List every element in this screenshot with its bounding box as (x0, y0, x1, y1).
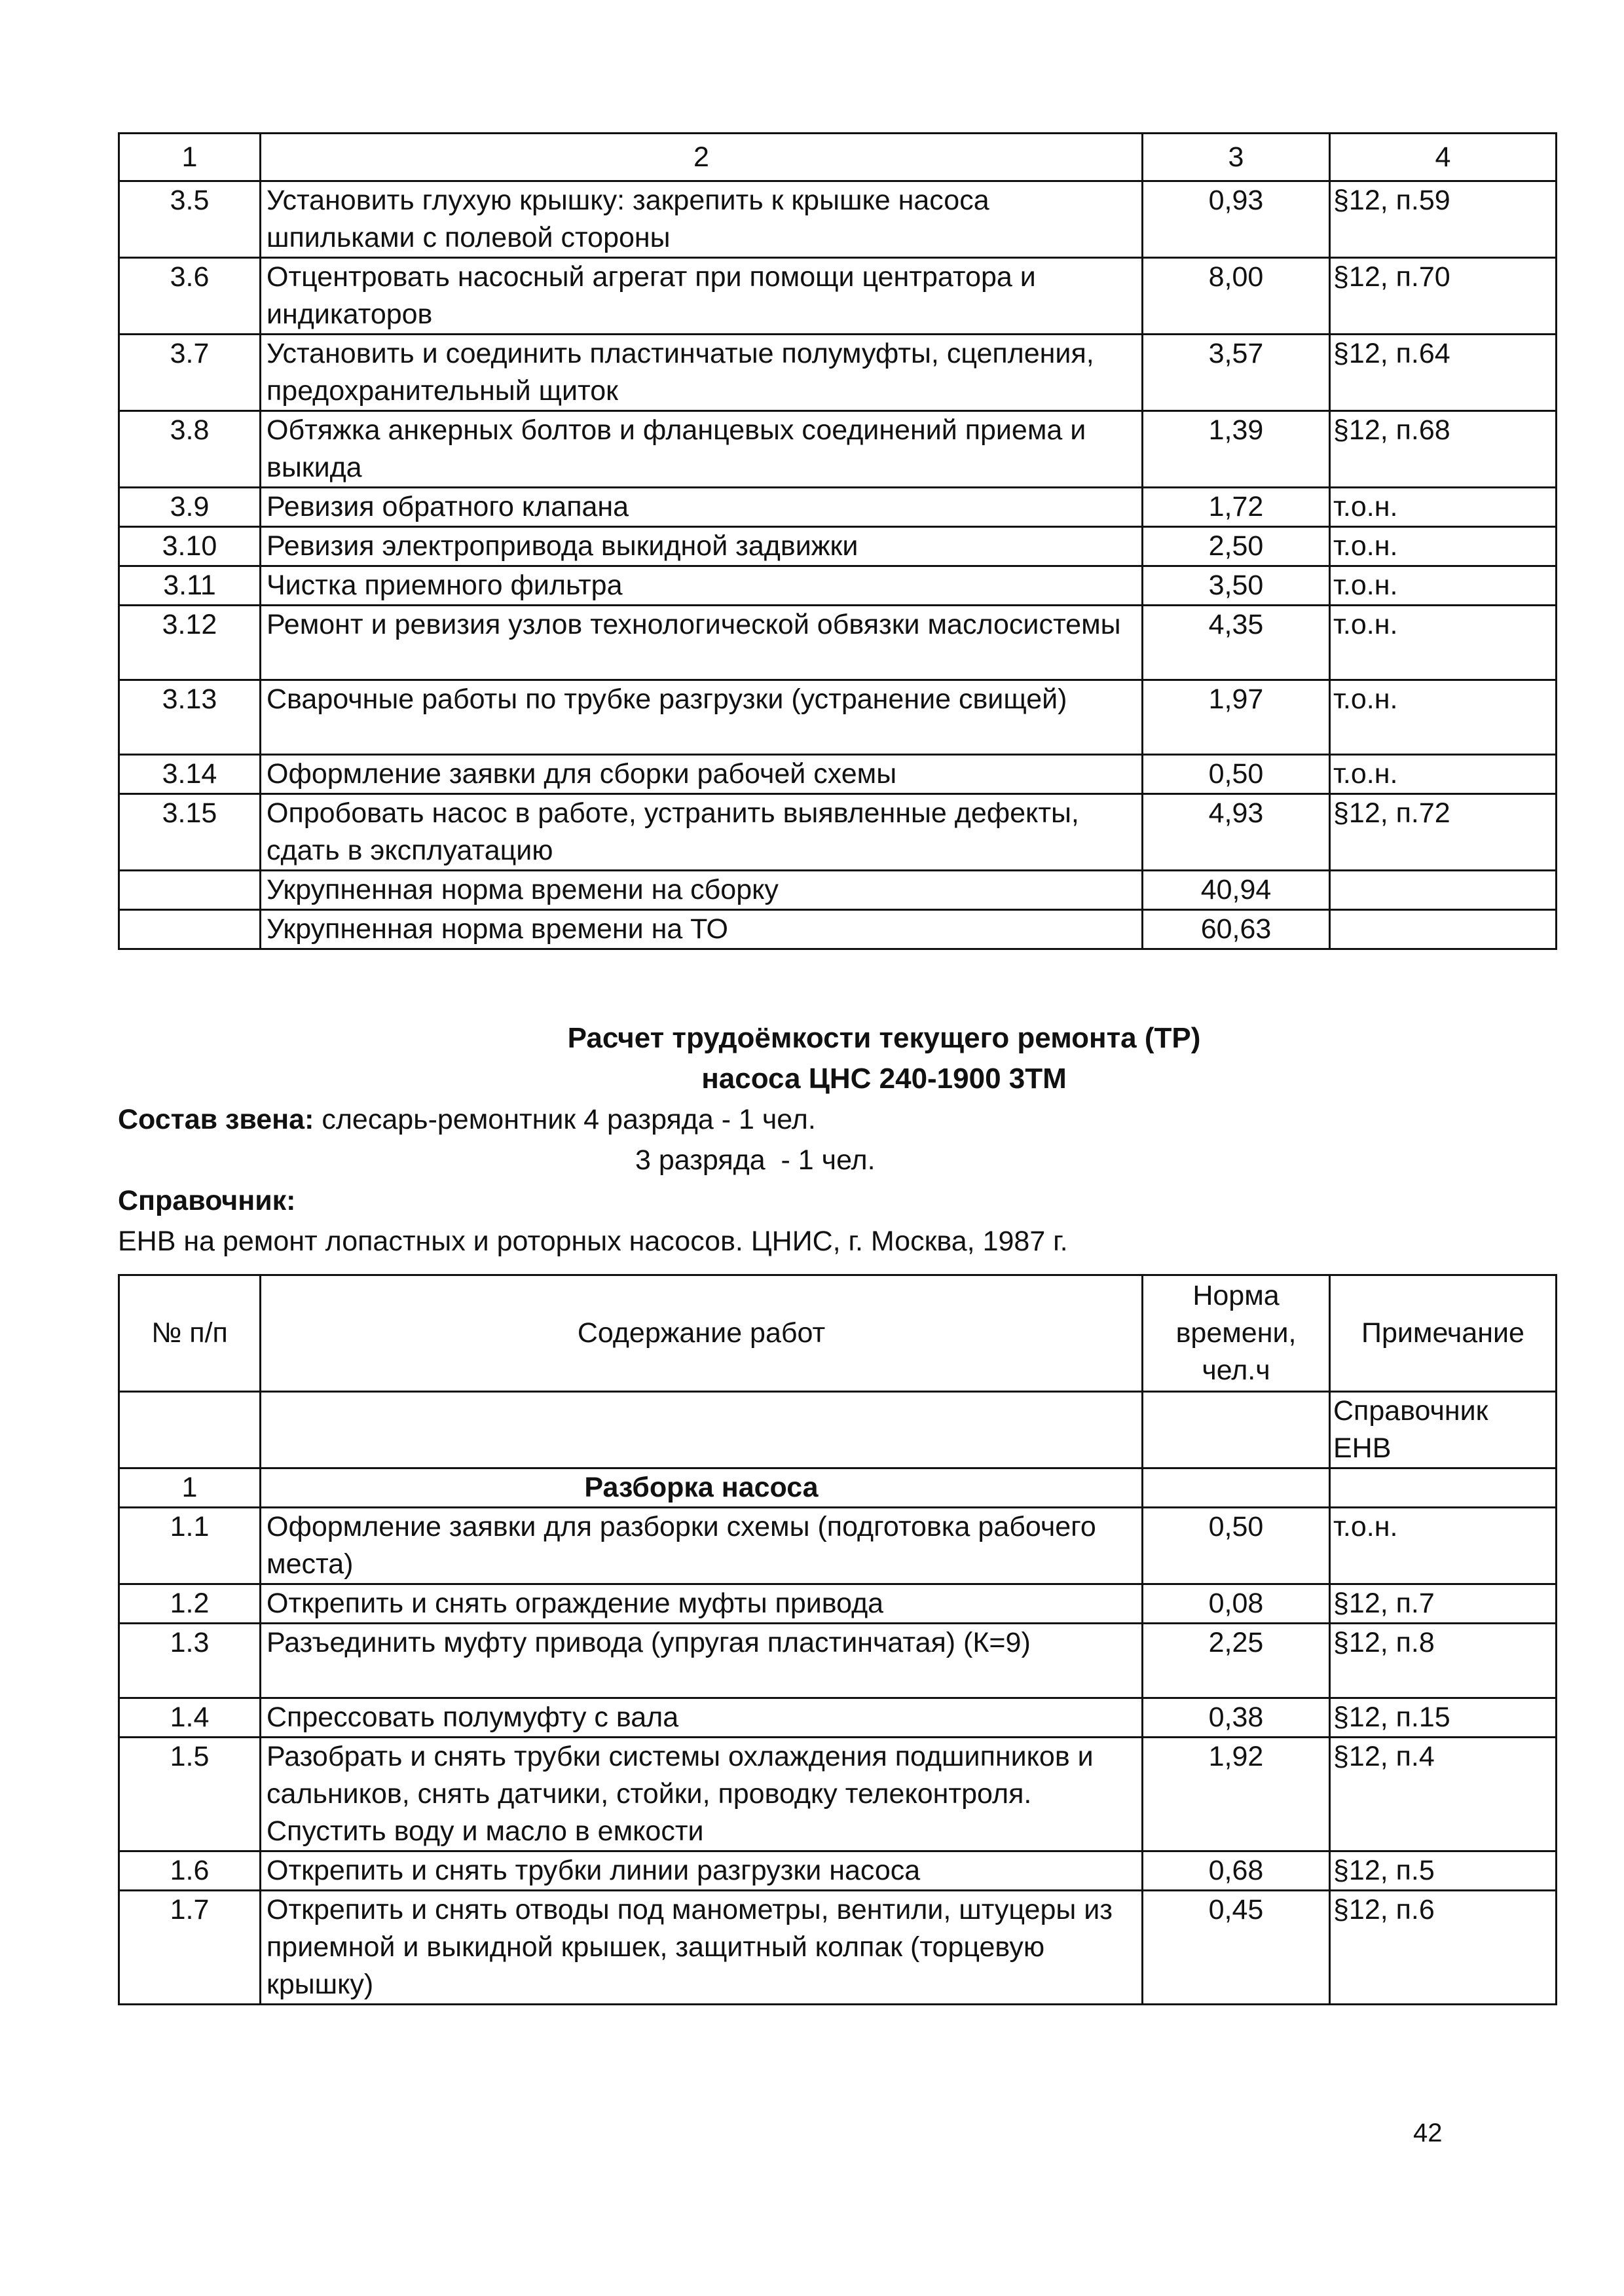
time-norm: 0,08 (1143, 1584, 1330, 1624)
reference-note: т.о.н. (1330, 566, 1557, 606)
row-number: 1.4 (119, 1698, 261, 1738)
reference-note: §12, п.4 (1330, 1738, 1557, 1851)
row-number: 1.6 (119, 1851, 261, 1891)
work-description: Открепить и снять ограждение муфты привода (261, 1584, 1143, 1624)
header-norm-line: Норма (1192, 1280, 1280, 1311)
section-title: Разборка насоса (261, 1468, 1143, 1508)
empty-cell (119, 910, 261, 949)
reference-note: §12, п.72 (1330, 794, 1557, 871)
work-description: Отцентровать насосный агрегат при помощи центратора и индикаторов (261, 258, 1143, 335)
empty-cell (1143, 1392, 1330, 1468)
header-note: Примечание (1330, 1275, 1557, 1392)
top-work-table (118, 132, 1557, 950)
time-norm: 0,38 (1143, 1698, 1330, 1738)
table-row (119, 794, 1557, 871)
time-norm: 4,93 (1143, 794, 1330, 871)
empty-cell (1330, 910, 1557, 949)
reference-note: §12, п.64 (1330, 335, 1557, 411)
reference-note: т.о.н. (1330, 680, 1557, 755)
table-row (119, 1584, 1557, 1624)
table-row (119, 1624, 1557, 1698)
table-row (119, 335, 1557, 411)
row-number: 1.1 (119, 1508, 261, 1584)
work-description: Оформление заявки для разборки схемы (подготовка рабочего места) (261, 1508, 1143, 1584)
empty-cell (261, 1392, 1143, 1468)
crew-text: слесарь-ремонтник 4 разряда - 1 чел. (314, 1104, 816, 1135)
total-label: Укрупненная норма времени на ТО (261, 910, 1143, 949)
reference-note: §12, п.7 (1330, 1584, 1557, 1624)
table-row (119, 411, 1557, 488)
time-norm: 8,00 (1143, 258, 1330, 335)
empty-cell (119, 1392, 261, 1468)
empty-cell (1330, 1468, 1557, 1508)
row-number: 3.12 (119, 606, 261, 680)
time-norm: 1,92 (1143, 1738, 1330, 1851)
reference-note: т.о.н. (1330, 755, 1557, 794)
page-number: 42 (1413, 2119, 1443, 2147)
reference-label: Справочник: (118, 1185, 296, 1216)
work-description: Открепить и снять трубки линии разгрузки насоса (261, 1851, 1143, 1891)
work-description: Установить глухую крышку: закрепить к крышке насоса шпильками с полевой стороны (261, 181, 1143, 258)
row-number: 1.3 (119, 1624, 261, 1698)
work-description: Чистка приемного фильтра (261, 566, 1143, 606)
total-row (119, 910, 1557, 949)
row-number: 3.9 (119, 488, 261, 527)
reference-text: ЕНВ на ремонт лопастных и роторных насосов. ЦНИС, г. Москва, 1987 г. (118, 1226, 1068, 1257)
time-norm: 0,45 (1143, 1891, 1330, 2005)
header-norm-line: чел.ч (1202, 1355, 1270, 1386)
work-description: Обтяжка анкерных болтов и фланцевых соединений приема и выкида (261, 411, 1143, 488)
table-row (119, 566, 1557, 606)
table-row (119, 1891, 1557, 2005)
header-norm-line: времени, (1175, 1317, 1297, 1349)
row-number: 3.10 (119, 527, 261, 566)
header-work: Содержание работ (261, 1275, 1143, 1392)
time-norm: 2,50 (1143, 527, 1330, 566)
table-row (119, 1508, 1557, 1584)
table-row (119, 1698, 1557, 1738)
table-row (119, 1738, 1557, 1851)
table-row (119, 606, 1557, 680)
time-norm: 0,50 (1143, 1508, 1330, 1584)
time-norm: 1,97 (1143, 680, 1330, 755)
row-number: 3.6 (119, 258, 261, 335)
reference-note: т.о.н. (1330, 527, 1557, 566)
row-number: 3.8 (119, 411, 261, 488)
empty-cell (1330, 871, 1557, 910)
time-norm: 1,72 (1143, 488, 1330, 527)
table-row (119, 680, 1557, 755)
empty-cell (1143, 1468, 1330, 1508)
row-number: 3.11 (119, 566, 261, 606)
reference-note: §12, п.8 (1330, 1624, 1557, 1698)
work-description: Ревизия обратного клапана (261, 488, 1143, 527)
row-number: 3.13 (119, 680, 261, 755)
time-norm: 3,57 (1143, 335, 1330, 411)
reference-note: §12, п.5 (1330, 1851, 1557, 1891)
section-row (119, 1468, 1557, 1508)
reference-note: т.о.н. (1330, 488, 1557, 527)
row-number: 1.5 (119, 1738, 261, 1851)
reference-note: §12, п.15 (1330, 1698, 1557, 1738)
header-number: № п/п (119, 1275, 261, 1392)
time-norm: 1,39 (1143, 411, 1330, 488)
time-norm: 2,25 (1143, 1624, 1330, 1698)
row-number: 3.7 (119, 335, 261, 411)
row-number: 1.7 (119, 1891, 261, 2005)
crew-text-second: 3 разряда - 1 чел. (635, 1144, 876, 1176)
work-description: Ремонт и ревизия узлов технологической обвязки маслосистемы (261, 606, 1143, 680)
total-value: 40,94 (1143, 871, 1330, 910)
reference-note: §12, п.6 (1330, 1891, 1557, 2005)
bottom-work-table (118, 1274, 1557, 2005)
work-description: Установить и соединить пластинчатые полумуфты, сцепления, предохранительный щиток (261, 335, 1143, 411)
page-subtitle: насоса ЦНС 240-1900 3ТМ (701, 1063, 1067, 1095)
work-description: Спрессовать полумуфту с вала (261, 1698, 1143, 1738)
column-number-row (119, 134, 1557, 181)
time-norm: 4,35 (1143, 606, 1330, 680)
subheader-row (119, 1392, 1557, 1468)
time-norm: 3,50 (1143, 566, 1330, 606)
total-value: 60,63 (1143, 910, 1330, 949)
reference-note: §12, п.68 (1330, 411, 1557, 488)
header-row (119, 1275, 1557, 1392)
table-row (119, 755, 1557, 794)
page-title: Расчет трудоёмкости текущего ремонта (ТР) (567, 1022, 1201, 1054)
table-row (119, 181, 1557, 258)
column-number: 1 (119, 134, 261, 181)
header-norm (1143, 1275, 1330, 1392)
table-row (119, 488, 1557, 527)
work-description: Открепить и снять отводы под манометры, вентили, штуцеры из приемной и выкидной крышек, защитный колпак (торцевую крышку) (261, 1891, 1143, 2005)
table-row (119, 1851, 1557, 1891)
reference-note: §12, п.70 (1330, 258, 1557, 335)
work-description: Разобрать и снять трубки системы охлаждения подшипников и сальников, снять датчики, стойки, проводку телеконтроля. Спустить воду и масло в емкости (261, 1738, 1143, 1851)
table-row (119, 527, 1557, 566)
time-norm: 0,50 (1143, 755, 1330, 794)
column-number: 4 (1330, 134, 1557, 181)
column-number: 2 (261, 134, 1143, 181)
table-row (119, 258, 1557, 335)
total-label: Укрупненная норма времени на сборку (261, 871, 1143, 910)
reference-note: т.о.н. (1330, 606, 1557, 680)
work-description: Разъединить муфту привода (упругая пластинчатая) (К=9) (261, 1624, 1143, 1698)
crew-label: Состав звена: (118, 1104, 314, 1135)
work-description: Сварочные работы по трубке разгрузки (устранение свищей) (261, 680, 1143, 755)
row-number: 1.2 (119, 1584, 261, 1624)
subheader-note: Справочник ЕНВ (1330, 1392, 1557, 1468)
row-number: 3.15 (119, 794, 261, 871)
reference-note: §12, п.59 (1330, 181, 1557, 258)
time-norm: 0,93 (1143, 181, 1330, 258)
empty-cell (119, 871, 261, 910)
section-heading (118, 1018, 1559, 1262)
reference-note: т.о.н. (1330, 1508, 1557, 1584)
crew-line (118, 1099, 1559, 1140)
work-description: Ревизия электропривода выкидной задвижки (261, 527, 1143, 566)
section-number: 1 (119, 1468, 261, 1508)
total-row (119, 871, 1557, 910)
row-number: 3.5 (119, 181, 261, 258)
column-number: 3 (1143, 134, 1330, 181)
work-description: Опробовать насос в работе, устранить выявленные дефекты, сдать в эксплуатацию (261, 794, 1143, 871)
work-description: Оформление заявки для сборки рабочей схемы (261, 755, 1143, 794)
row-number: 3.14 (119, 755, 261, 794)
time-norm: 0,68 (1143, 1851, 1330, 1891)
